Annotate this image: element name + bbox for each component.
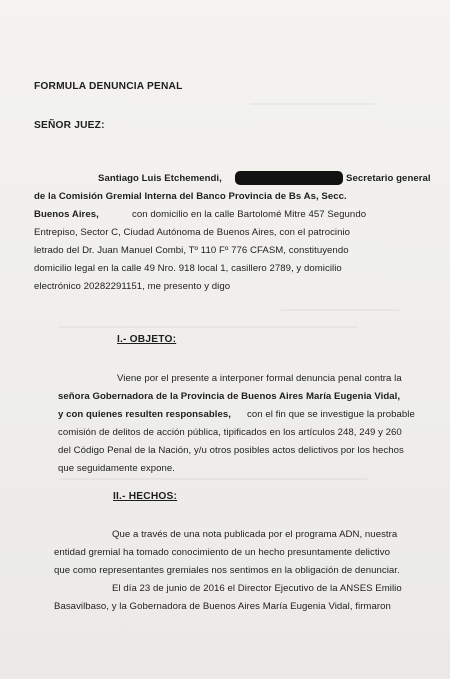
redaction-block (235, 171, 343, 185)
document-heading: FORMULA DENUNCIA PENAL (34, 81, 183, 92)
intro-line-2: de la Comisión Gremial Interna del Banco Provincia de Bs As, Secc. (34, 191, 347, 202)
intro-line-5: letrado del Dr. Juan Manuel Combi, Tº 110 Fº 776 CFASM, constituyendo (34, 245, 349, 256)
bleed-through-mark (58, 478, 368, 480)
intro-line-3-rest: con domicilio en la calle Bartolomé Mitre 457 Segundo (132, 209, 367, 220)
section-2-line-4: El día 23 de junio de 2016 el Director Ejecutivo de la ANSES Emilio (112, 583, 402, 594)
intro-name: Santiago Luis Etchemendi, (98, 173, 222, 184)
section-1-line-1: Viene por el presente a interponer formal denuncia penal contra la (117, 373, 402, 384)
bleed-through-mark (250, 103, 375, 105)
intro-line-7: electrónico 20282291151, me presento y digo (34, 281, 231, 292)
bleed-through-mark (58, 326, 358, 328)
section-2-line-3: que como representantes gremiales nos sentimos en la obligación de denunciar. (54, 565, 400, 576)
section-2-line-1: Que a través de una nota publicada por el programa ADN, nuestra (112, 529, 398, 540)
section-1-line-5: del Código Penal de la Nación, y/u otros posibles actos delictivos por los hechos (58, 445, 404, 456)
section-1-line-4: comisión de delitos de acción pública, tipificados en los artículos 248, 249 y 260 (58, 427, 402, 438)
section-1-line-3-bold: y con quienes resulten responsables, (58, 409, 231, 420)
section-2-line-5: Basavilbaso, y la Gobernadora de Buenos Aires María Eugenia Vidal, firmaron (54, 601, 391, 612)
section-1-title: I.- OBJETO: (117, 334, 177, 345)
salutation: SEÑOR JUEZ: (34, 120, 105, 131)
section-1-line-3-rest: con el fin que se investigue la probable (247, 409, 415, 420)
intro-line-3-bold: Buenos Aires, (34, 209, 99, 220)
intro-role: Secretario general (346, 173, 431, 184)
section-2-line-2: entidad gremial ha tomado conocimiento de un hecho presuntamente delictivo (54, 547, 390, 558)
bleed-through-mark (280, 309, 400, 311)
intro-line-6: domicilio legal en la calle 49 Nro. 918 local 1, casillero 2789, y domicilio (34, 263, 342, 274)
section-2-title: II.- HECHOS: (113, 491, 178, 502)
section-1-line-6: que seguidamente expone. (58, 463, 175, 474)
intro-line-4: Entrepiso, Sector C, Ciudad Autónoma de Buenos Aires, con el patrocinio (34, 227, 351, 238)
section-1-line-2: señora Gobernadora de la Provincia de Buenos Aires María Eugenia Vidal, (58, 391, 401, 402)
